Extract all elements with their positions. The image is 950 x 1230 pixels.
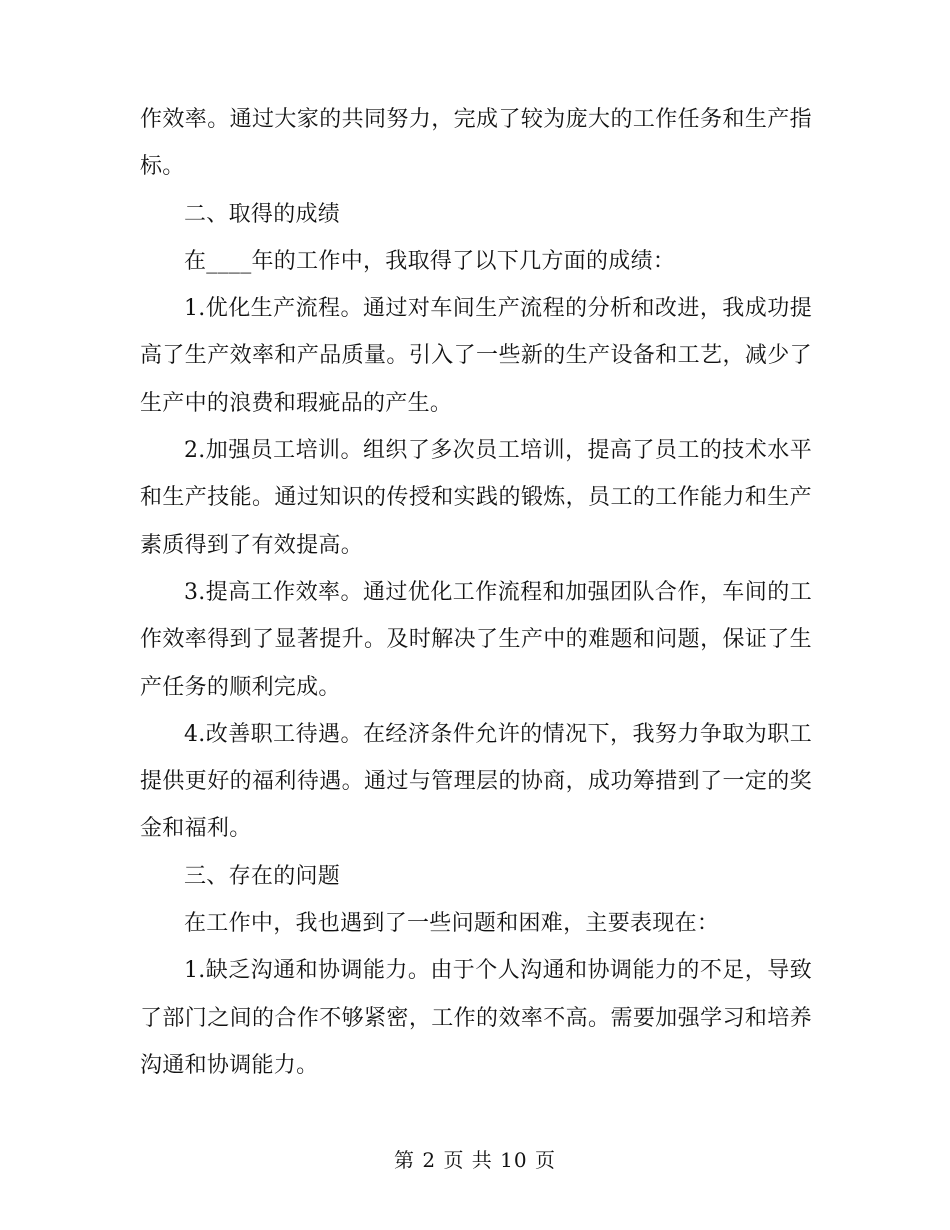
section-heading-problems: 三、存在的问题 [184, 863, 341, 889]
paragraph-problems-intro: 在工作中，我也遇到了一些问题和困难，主要表现在： [184, 911, 720, 937]
paragraph-achievement-4: 4.改善职工待遇。在经济条件允许的情况下，我努力争取为职工提供更好的福利待遇。通过与管理层的协商，成功筹措到了一定的奖金和福利。 [140, 721, 812, 842]
paragraph-achievement-1: 1.优化生产流程。通过对车间生产流程的分析和改进，我成功提高了生产效率和产品质量。引入了一些新的生产设备和工艺，减少了生产中的浪费和瑕疵品的产生。 [140, 296, 812, 416]
page-number-footer: 第 2 页 共 10 页 [394, 1148, 556, 1172]
paragraph-continuation: 作效率。通过大家的共同努力，完成了较为庞大的工作任务和生产指标。 [140, 107, 812, 180]
document-body [140, 96, 812, 1089]
paragraph-problem-1: 1.缺乏沟通和协调能力。由于个人沟通和协调能力的不足，导致了部门之间的合作不够紧密，工作的效率不高。需要加强学习和培养沟通和协调能力。 [140, 958, 812, 1078]
paragraph-achievements-intro: 在____年的工作中，我取得了以下几方面的成绩： [184, 248, 676, 274]
paragraph-achievement-3: 3.提高工作效率。通过优化工作流程和加强团队合作，车间的工作效率得到了显著提升。及时解决了生产中的难题和问题，保证了生产任务的顺利完成。 [140, 579, 812, 700]
paragraph-achievement-2: 2.加强员工培训。组织了多次员工培训，提高了员工的技术水平和生产技能。通过知识的传授和实践的锻炼，员工的工作能力和生产素质得到了有效提高。 [140, 438, 812, 558]
section-heading-achievements: 二、取得的成绩 [184, 201, 341, 227]
